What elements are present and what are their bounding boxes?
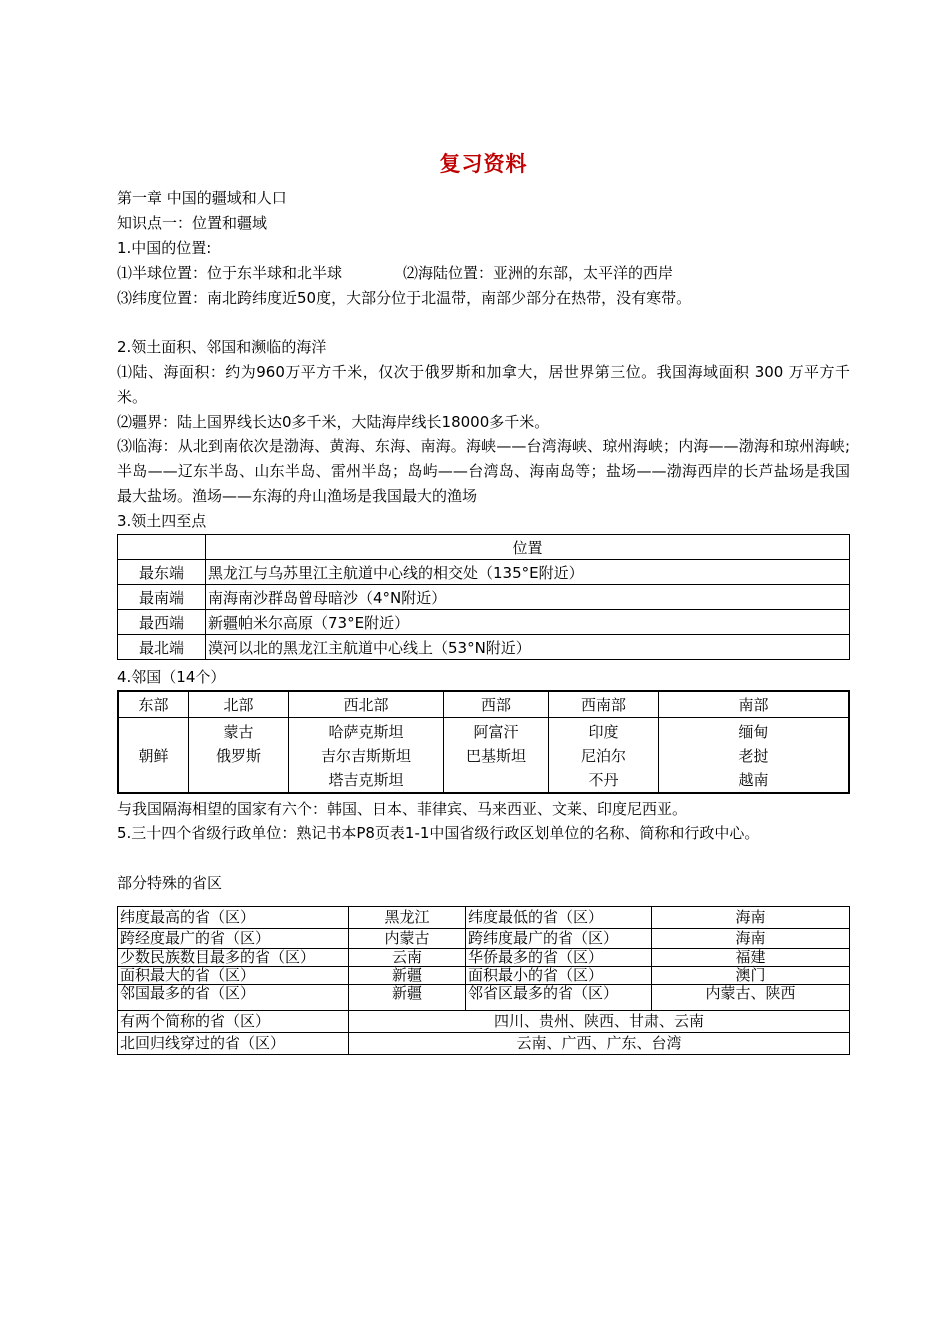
page-title: 复习资料 <box>439 152 528 176</box>
sec1-heading: 1.中国的位置: <box>117 239 212 257</box>
table-cell: 澳门 <box>652 967 850 985</box>
table-row <box>118 585 850 610</box>
table-cell: 面积最大的省（区） <box>118 967 349 985</box>
table-row <box>118 929 850 949</box>
country-name: 尼泊尔 <box>580 747 626 765</box>
sec2-heading: 2.领土面积、邻国和濒临的海洋 <box>117 338 327 356</box>
table-cell: 最北端 <box>118 635 206 660</box>
table-cell: 新疆 <box>349 985 466 1011</box>
sec2-p3: ⑶临海：从北到南依次是渤海、黄海、东海、南海。海峡——台湾海峡、琼州海峡；内海——渤海和琼州海峡;半岛——辽东半岛、山东半岛、雷州半岛；岛屿——台湾岛、海南岛等；盐场——渤海西岸的长芦盐场是我国最大盐场。渔场——东海的舟山渔场是我国最大的渔场 <box>117 437 850 505</box>
country-name: 巴基斯坦 <box>465 747 526 765</box>
table-cell: 海南 <box>652 907 850 929</box>
sec5-heading: 5.三十四个省级行政单位：熟记书本P8页表1-1中国省级行政区划单位的名称、简称和行政中心。 <box>117 824 760 842</box>
table-row <box>118 635 850 660</box>
table-cell: 邻省区最多的省（区） <box>466 985 652 1011</box>
table-row <box>118 1033 850 1055</box>
table-cell: 新疆 <box>349 967 466 985</box>
country-name: 朝鲜 <box>138 747 169 765</box>
table-row <box>118 907 850 929</box>
country-name: 越南 <box>738 771 769 789</box>
table-cell: 云南 <box>349 949 466 967</box>
sec4-heading: 4.邻国（14个） <box>117 668 226 686</box>
table-cell <box>118 535 206 560</box>
sec1-line1b: ⑵海陆位置：亚洲的东部，太平洋的西岸 <box>403 264 674 282</box>
table-header-cell: 位置 <box>206 535 850 560</box>
special-provinces-table <box>117 906 850 1055</box>
neighbors-table <box>117 690 850 794</box>
table-row <box>118 985 850 1011</box>
table-cell: 纬度最高的省（区） <box>118 907 349 929</box>
table-cell: 北回归线穿过的省（区） <box>118 1033 349 1055</box>
sec2-p2: ⑵疆界：陆上国界线长达0多千米，大陆海岸线长18000多千米。 <box>117 413 550 431</box>
table-cell <box>444 718 549 794</box>
chapter-heading: 第一章 中国的疆域和人口 <box>117 189 287 207</box>
table-cell: 有两个简称的省（区） <box>118 1011 349 1033</box>
table-cell: 四川、贵州、陕西、甘肃、云南 <box>349 1011 850 1033</box>
country-name: 阿富汗 <box>473 723 519 741</box>
table-header-cell: 西北部 <box>289 691 444 718</box>
table-cell <box>549 718 659 794</box>
country-name: 蒙古 <box>223 723 254 741</box>
table-cell: 少数民族数目最多的省（区） <box>118 949 349 967</box>
table-cell: 黑龙江 <box>349 907 466 929</box>
table-cell: 最东端 <box>118 560 206 585</box>
table-row <box>118 610 850 635</box>
table-row <box>118 1011 850 1033</box>
table-cell: 跨经度最广的省（区） <box>118 929 349 949</box>
country-name: 老挝 <box>738 747 769 765</box>
table-cell: 黑龙江与乌苏里江主航道中心线的相交处（135°E附近） <box>206 560 850 585</box>
country-name: 塔吉克斯坦 <box>328 771 404 789</box>
sec2-p1: ⑴陆、海面积：约为960万平方千米，仅次于俄罗斯和加拿大，居世界第三位。我国海域面积 300 万平方千米。 <box>117 363 850 406</box>
table-cell: 跨纬度最广的省（区） <box>466 929 652 949</box>
table-header-cell: 南部 <box>659 691 850 718</box>
table-cell: 海南 <box>652 929 850 949</box>
table-cell: 漠河以北的黑龙江主航道中心线上（53°N附近） <box>206 635 850 660</box>
table-cell: 内蒙古、陕西 <box>652 985 850 1011</box>
table-cell <box>189 718 289 794</box>
country-name: 不丹 <box>588 771 619 789</box>
table-row <box>118 718 849 794</box>
table-row <box>118 949 850 967</box>
country-name: 印度 <box>588 723 619 741</box>
knowledge-heading: 知识点一：位置和疆域 <box>117 214 268 232</box>
country-name: 吉尔吉斯斯坦 <box>320 747 411 765</box>
table-cell: 最西端 <box>118 610 206 635</box>
table-header-cell: 西南部 <box>549 691 659 718</box>
table-cell: 华侨最多的省（区） <box>466 949 652 967</box>
sec1-line1a: ⑴半球位置：位于东半球和北半球 <box>117 264 343 282</box>
table-cell: 邻国最多的省（区） <box>118 985 349 1011</box>
table-row <box>118 967 850 985</box>
sec3-heading: 3.领土四至点 <box>117 512 207 530</box>
table-cell: 福建 <box>652 949 850 967</box>
table-cell: 面积最小的省（区） <box>466 967 652 985</box>
sec1-line2: ⑶纬度位置：南北跨纬度近50度，大部分位于北温带，南部少部分在热带，没有寒带。 <box>117 289 692 307</box>
table-header-cell: 北部 <box>189 691 289 718</box>
table-cell: 云南、广西、广东、台湾 <box>349 1033 850 1055</box>
extreme-points-table <box>117 534 850 660</box>
table-cell: 最南端 <box>118 585 206 610</box>
table-cell: 内蒙古 <box>349 929 466 949</box>
table-cell <box>289 718 444 794</box>
table-cell <box>659 718 850 794</box>
country-name: 俄罗斯 <box>215 747 261 765</box>
table-header-cell: 东部 <box>118 691 189 718</box>
sec4-note: 与我国隔海相望的国家有六个：韩国、日本、菲律宾、马来西亚、文莱、印度尼西亚。 <box>117 800 688 818</box>
country-name: 哈萨克斯坦 <box>328 723 404 741</box>
table-cell <box>118 718 189 794</box>
table-cell: 南海南沙群岛曾母暗沙（4°N附近） <box>206 585 850 610</box>
table-header-cell: 西部 <box>444 691 549 718</box>
country-name: 缅甸 <box>738 723 769 741</box>
table-cell: 新疆帕米尔高原（73°E附近） <box>206 610 850 635</box>
table-cell: 纬度最低的省（区） <box>466 907 652 929</box>
table-row <box>118 560 850 585</box>
special-heading: 部分特殊的省区 <box>117 874 223 892</box>
